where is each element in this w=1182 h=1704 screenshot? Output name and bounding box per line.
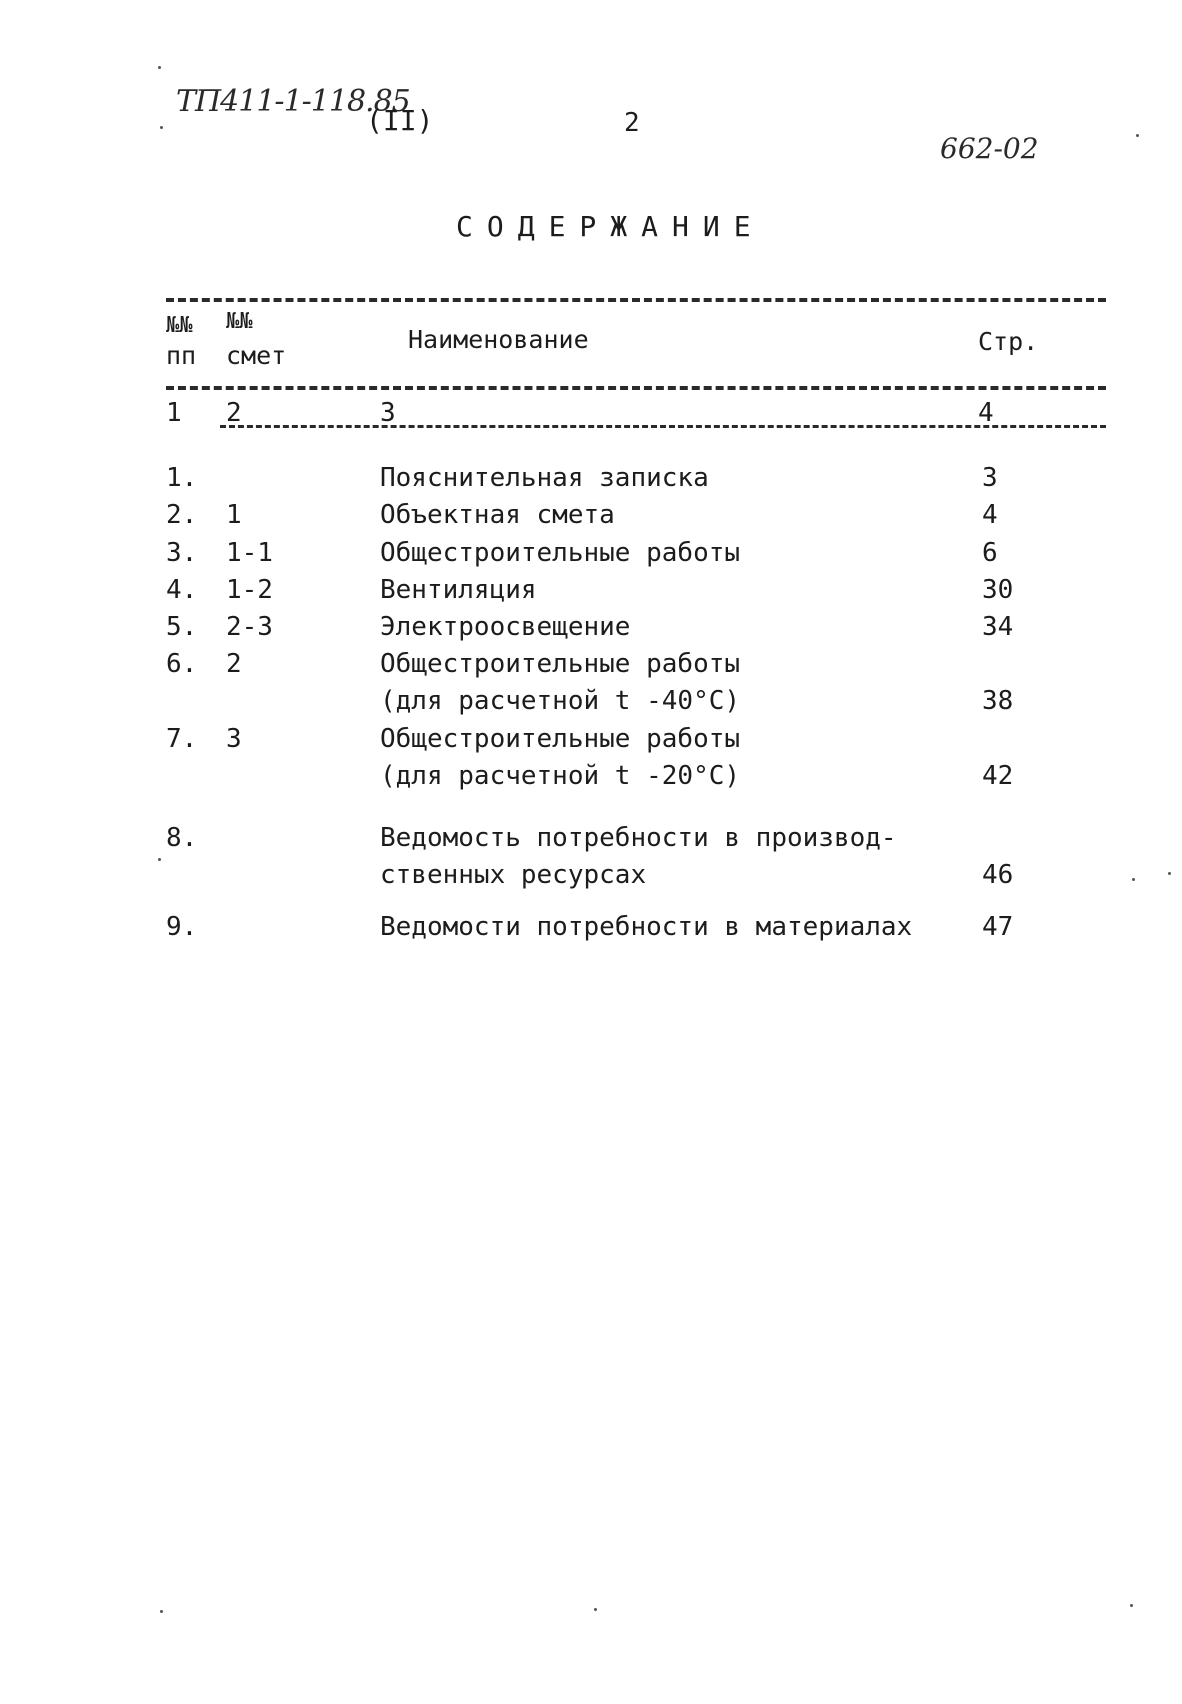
row-name: Общестроительные работы <box>380 724 741 754</box>
row-page: 42 <box>982 761 1014 791</box>
row-name: Вентиляция <box>380 575 537 605</box>
document-part: (II) <box>366 104 434 137</box>
table-top-rule <box>166 298 1106 302</box>
contents-title: СОДЕРЖАНИЕ <box>456 210 765 243</box>
table-header-rule <box>166 386 1106 390</box>
row-estimate: 2-3 <box>226 612 273 642</box>
row-number: 8. <box>166 823 198 853</box>
header-number-word: пп <box>166 341 197 370</box>
row-page: 30 <box>982 575 1014 605</box>
row-number: 4. <box>166 575 198 605</box>
row-page: 38 <box>982 686 1014 716</box>
row-name-continued: (для расчетной t -20°С) <box>380 761 741 791</box>
header-page: Стр. <box>978 327 1039 356</box>
row-name: Общестроительные работы <box>380 538 741 568</box>
row-name: Электроосвещение <box>380 612 631 642</box>
row-estimate: 2 <box>226 649 242 679</box>
row-number: 9. <box>166 912 198 942</box>
row-page: 46 <box>982 860 1014 890</box>
row-number: 1. <box>166 463 198 493</box>
row-estimate: 1-2 <box>226 575 273 605</box>
row-name-continued: (для расчетной t -40°С) <box>380 686 741 716</box>
row-estimate: 1-1 <box>226 538 273 568</box>
header-estimate-word: смет <box>226 341 287 370</box>
row-name: Объектная смета <box>380 500 615 530</box>
sheet-code: 662-02 <box>940 132 1039 165</box>
document-code: ТП411-1-118.85 <box>176 84 410 119</box>
row-estimate: 1 <box>226 500 242 530</box>
row-number: 6. <box>166 649 198 679</box>
row-name-continued: ственных ресурсах <box>380 860 647 890</box>
column-number: 4 <box>978 398 994 428</box>
header-name: Наименование <box>408 325 589 354</box>
column-number: 1 <box>166 398 182 428</box>
column-number: 3 <box>380 398 396 428</box>
row-name: Пояснительная записка <box>380 463 709 493</box>
row-name: Общестроительные работы <box>380 649 741 679</box>
row-page: 3 <box>982 463 998 493</box>
row-number: 3. <box>166 538 198 568</box>
column-number-rule <box>220 425 1106 428</box>
row-number: 7. <box>166 724 198 754</box>
header-estimate-symbol: №№ <box>226 309 253 334</box>
row-page: 34 <box>982 612 1014 642</box>
row-page: 4 <box>982 500 998 530</box>
column-number: 2 <box>226 398 242 428</box>
row-page: 6 <box>982 538 998 568</box>
row-estimate: 3 <box>226 724 242 754</box>
row-name: Ведомости потребности в материалах <box>380 912 913 942</box>
row-number: 5. <box>166 612 198 642</box>
row-name: Ведомость потребности в производ- <box>380 823 897 853</box>
row-page: 47 <box>982 912 1014 942</box>
page-number: 2 <box>624 108 640 138</box>
header-number-symbol: №№ <box>166 313 193 338</box>
row-number: 2. <box>166 500 198 530</box>
